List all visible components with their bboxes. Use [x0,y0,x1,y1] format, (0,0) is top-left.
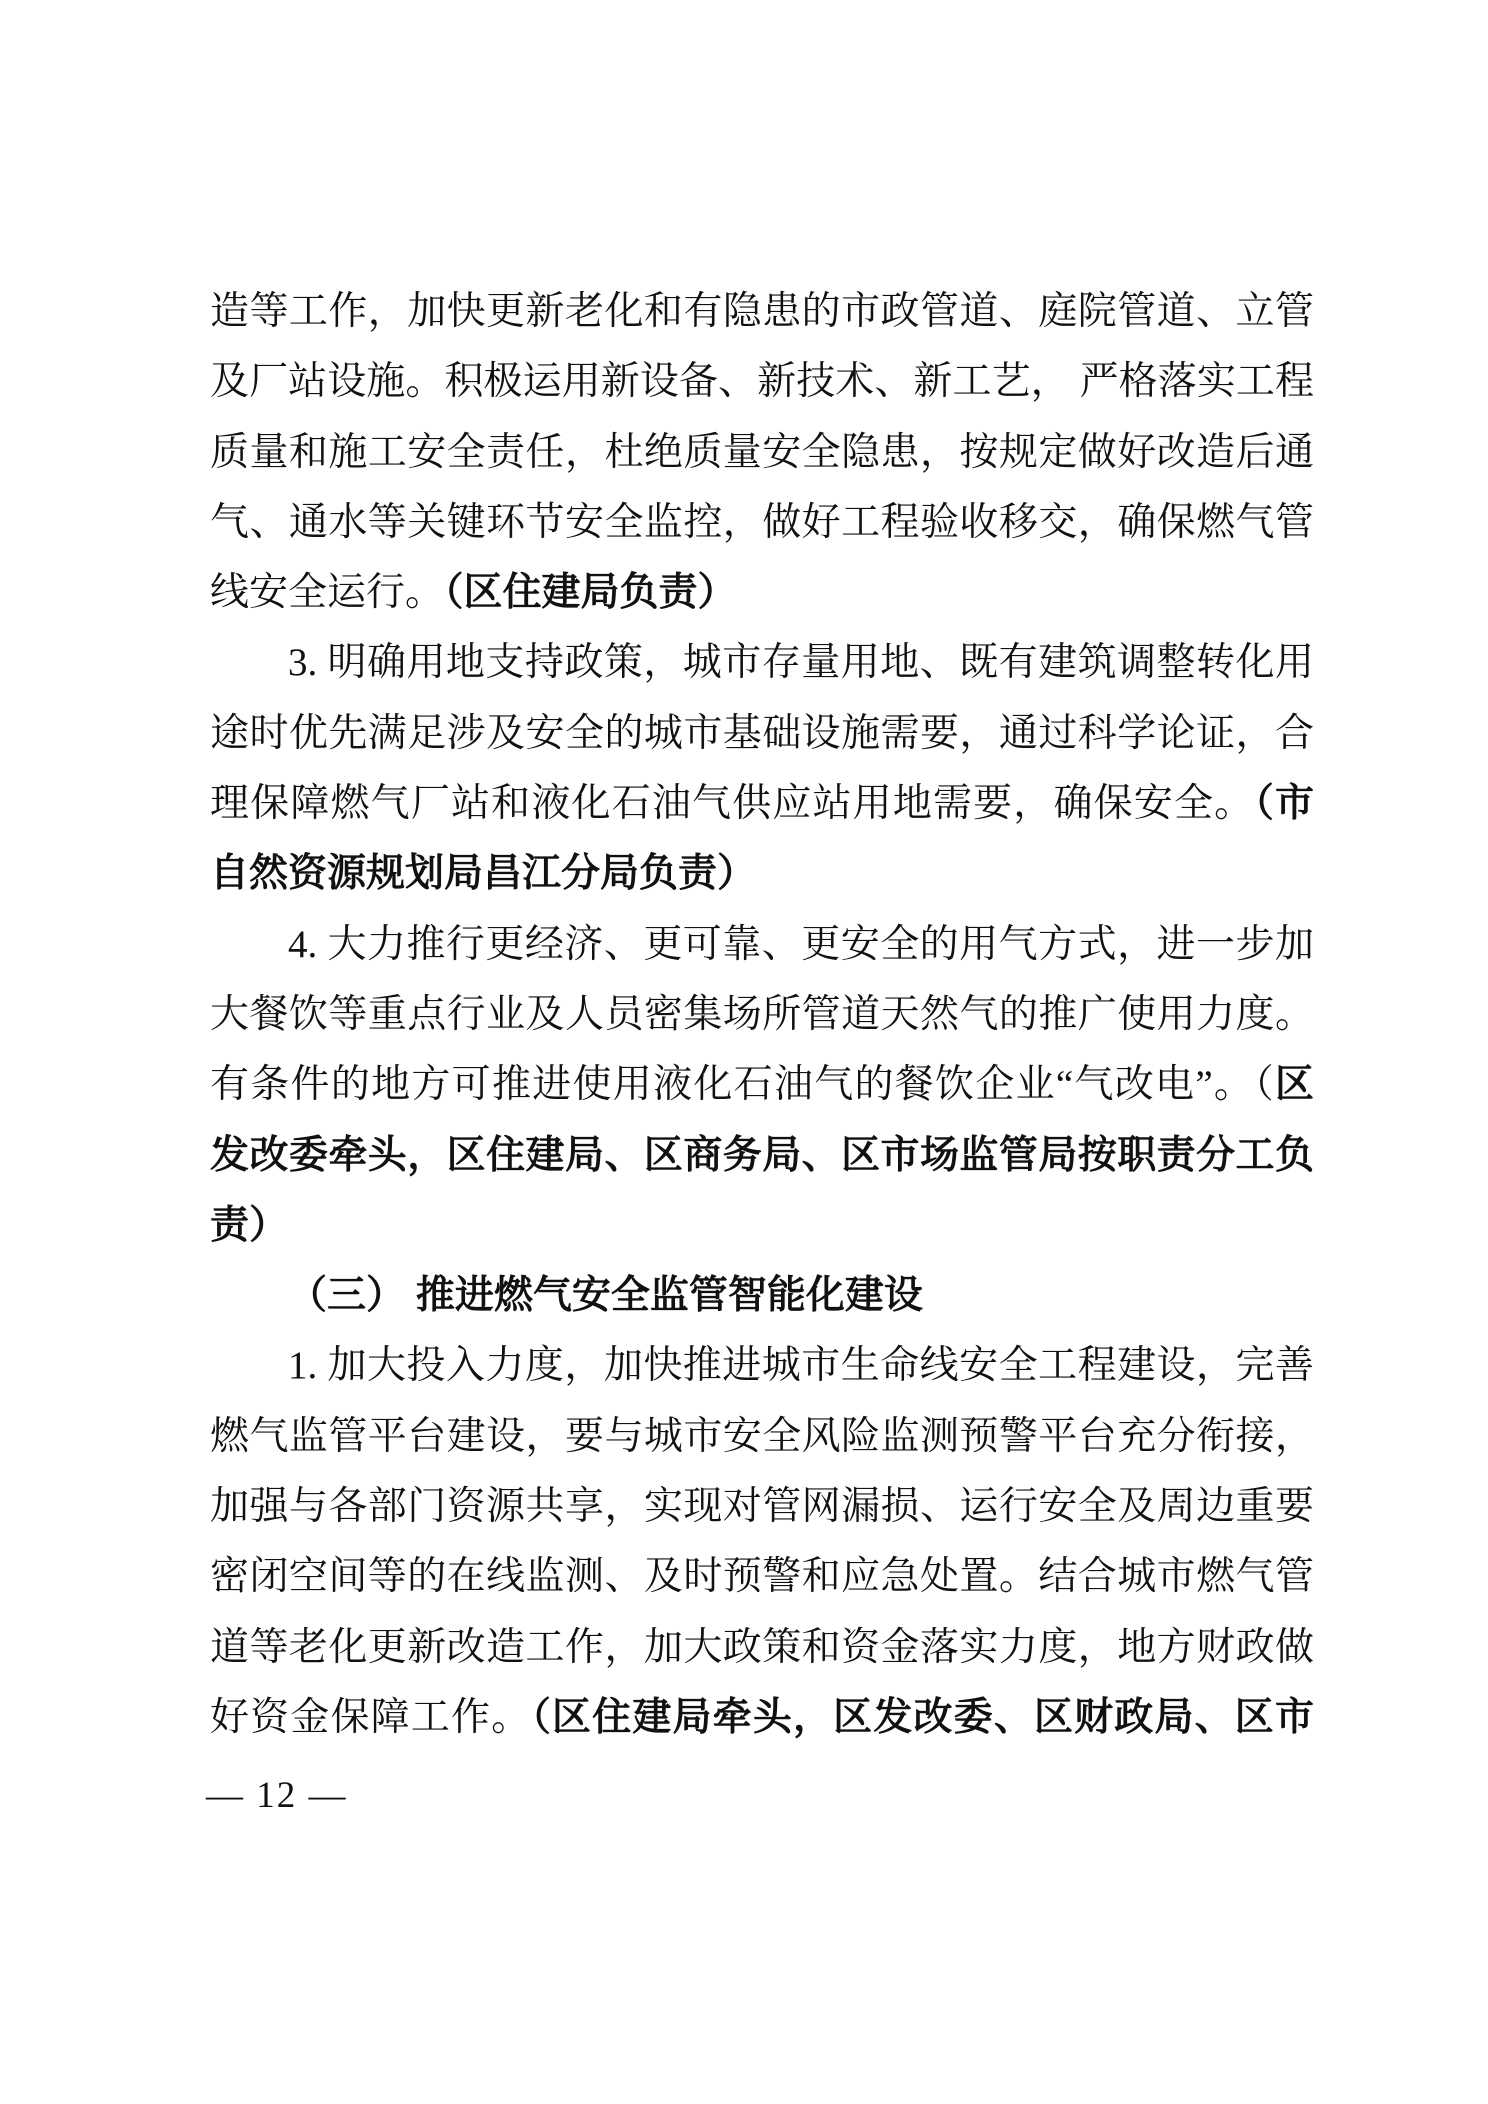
bold-text-segment: 责） [210,1203,289,1247]
bold-text-segment: 发改委牵头，区住建局、区商务局、区市场监管局按职责分工负 [210,1133,1314,1177]
text-line [210,347,1314,417]
text-line [210,628,1314,698]
text-line [210,1050,1314,1120]
text-segment: 好资金保障工作。 [210,1695,532,1739]
text-line [210,980,1314,1050]
text-line [210,418,1314,488]
text-segment: 质量和施工安全责任，杜绝质量安全隐患，按规定做好改造后通 [210,430,1314,474]
text-segment: 及厂站设施。积极运用新设备、新技术、新工艺， 严格落实工程 [210,360,1314,404]
bold-text-segment: （区住建局牵头，区发改委、区财政局、区市 [531,1695,1314,1739]
text-segment: 理保障燃气厂站和液化石油气供应站用地需要，确保安全。 [210,782,1255,826]
bold-text-segment: （区住建局负责） [444,571,737,615]
text-line [210,277,1314,347]
text-line [210,1121,1314,1191]
text-line [210,488,1314,558]
page-number: — 12 — [206,1775,348,1816]
text-segment: 有条件的地方可推进使用液化石油气的餐饮企业“气改电”。（ [210,1063,1275,1107]
text-line [210,1542,1314,1612]
text-line [210,699,1314,769]
text-segment: 4. 大力推行更经济、更可靠、更安全的用气方式，进一步加 [288,922,1314,966]
text-segment: 3. 明确用地支持政策，城市存量用地、既有建筑调整转化用 [288,641,1314,685]
bold-text-segment: 区 [1274,1063,1314,1107]
text-line [210,910,1314,980]
text-line [210,1191,1314,1261]
bold-text-segment: 自然资源规划局昌江分局负责） [210,852,757,896]
text-line [210,1683,1314,1753]
text-line [210,1261,1314,1331]
text-segment: 线安全运行。 [210,571,445,615]
text-line [210,839,1314,909]
text-segment: 途时优先满足涉及安全的城市基础设施需要，通过科学论证，合 [210,711,1314,755]
text-segment: 燃气监管平台建设，要与城市安全风险监测预警平台充分衔接， [210,1414,1314,1458]
text-line [210,1472,1314,1542]
text-line [210,1331,1314,1401]
text-segment: 密闭空间等的在线监测、及时预警和应急处置。结合城市燃气管 [210,1555,1314,1599]
document-body [210,277,1314,1753]
text-segment: 加强与各部门资源共享，实现对管网漏损、运行安全及周边重要 [210,1485,1314,1529]
text-segment: 大餐饮等重点行业及人员密集场所管道天然气的推广使用力度。 [210,992,1314,1036]
text-segment: 造等工作，加快更新老化和有隐患的市政管道、庭院管道、立管 [210,290,1314,333]
bold-text-segment: （三） 推进燃气安全监管智能化建设 [288,1274,923,1318]
text-segment: 道等老化更新改造工作，加大政策和资金落实力度，地方财政做 [210,1625,1314,1669]
text-line [210,1402,1314,1472]
text-line [210,769,1314,839]
text-line [210,558,1314,628]
text-line [210,1613,1314,1683]
text-segment: 1. 加大投入力度，加快推进城市生命线安全工程建设，完善 [288,1344,1314,1388]
text-segment: 气、通水等关键环节安全监控，做好工程验收移交，确保燃气管 [210,500,1314,544]
bold-text-segment: （市 [1254,782,1314,826]
